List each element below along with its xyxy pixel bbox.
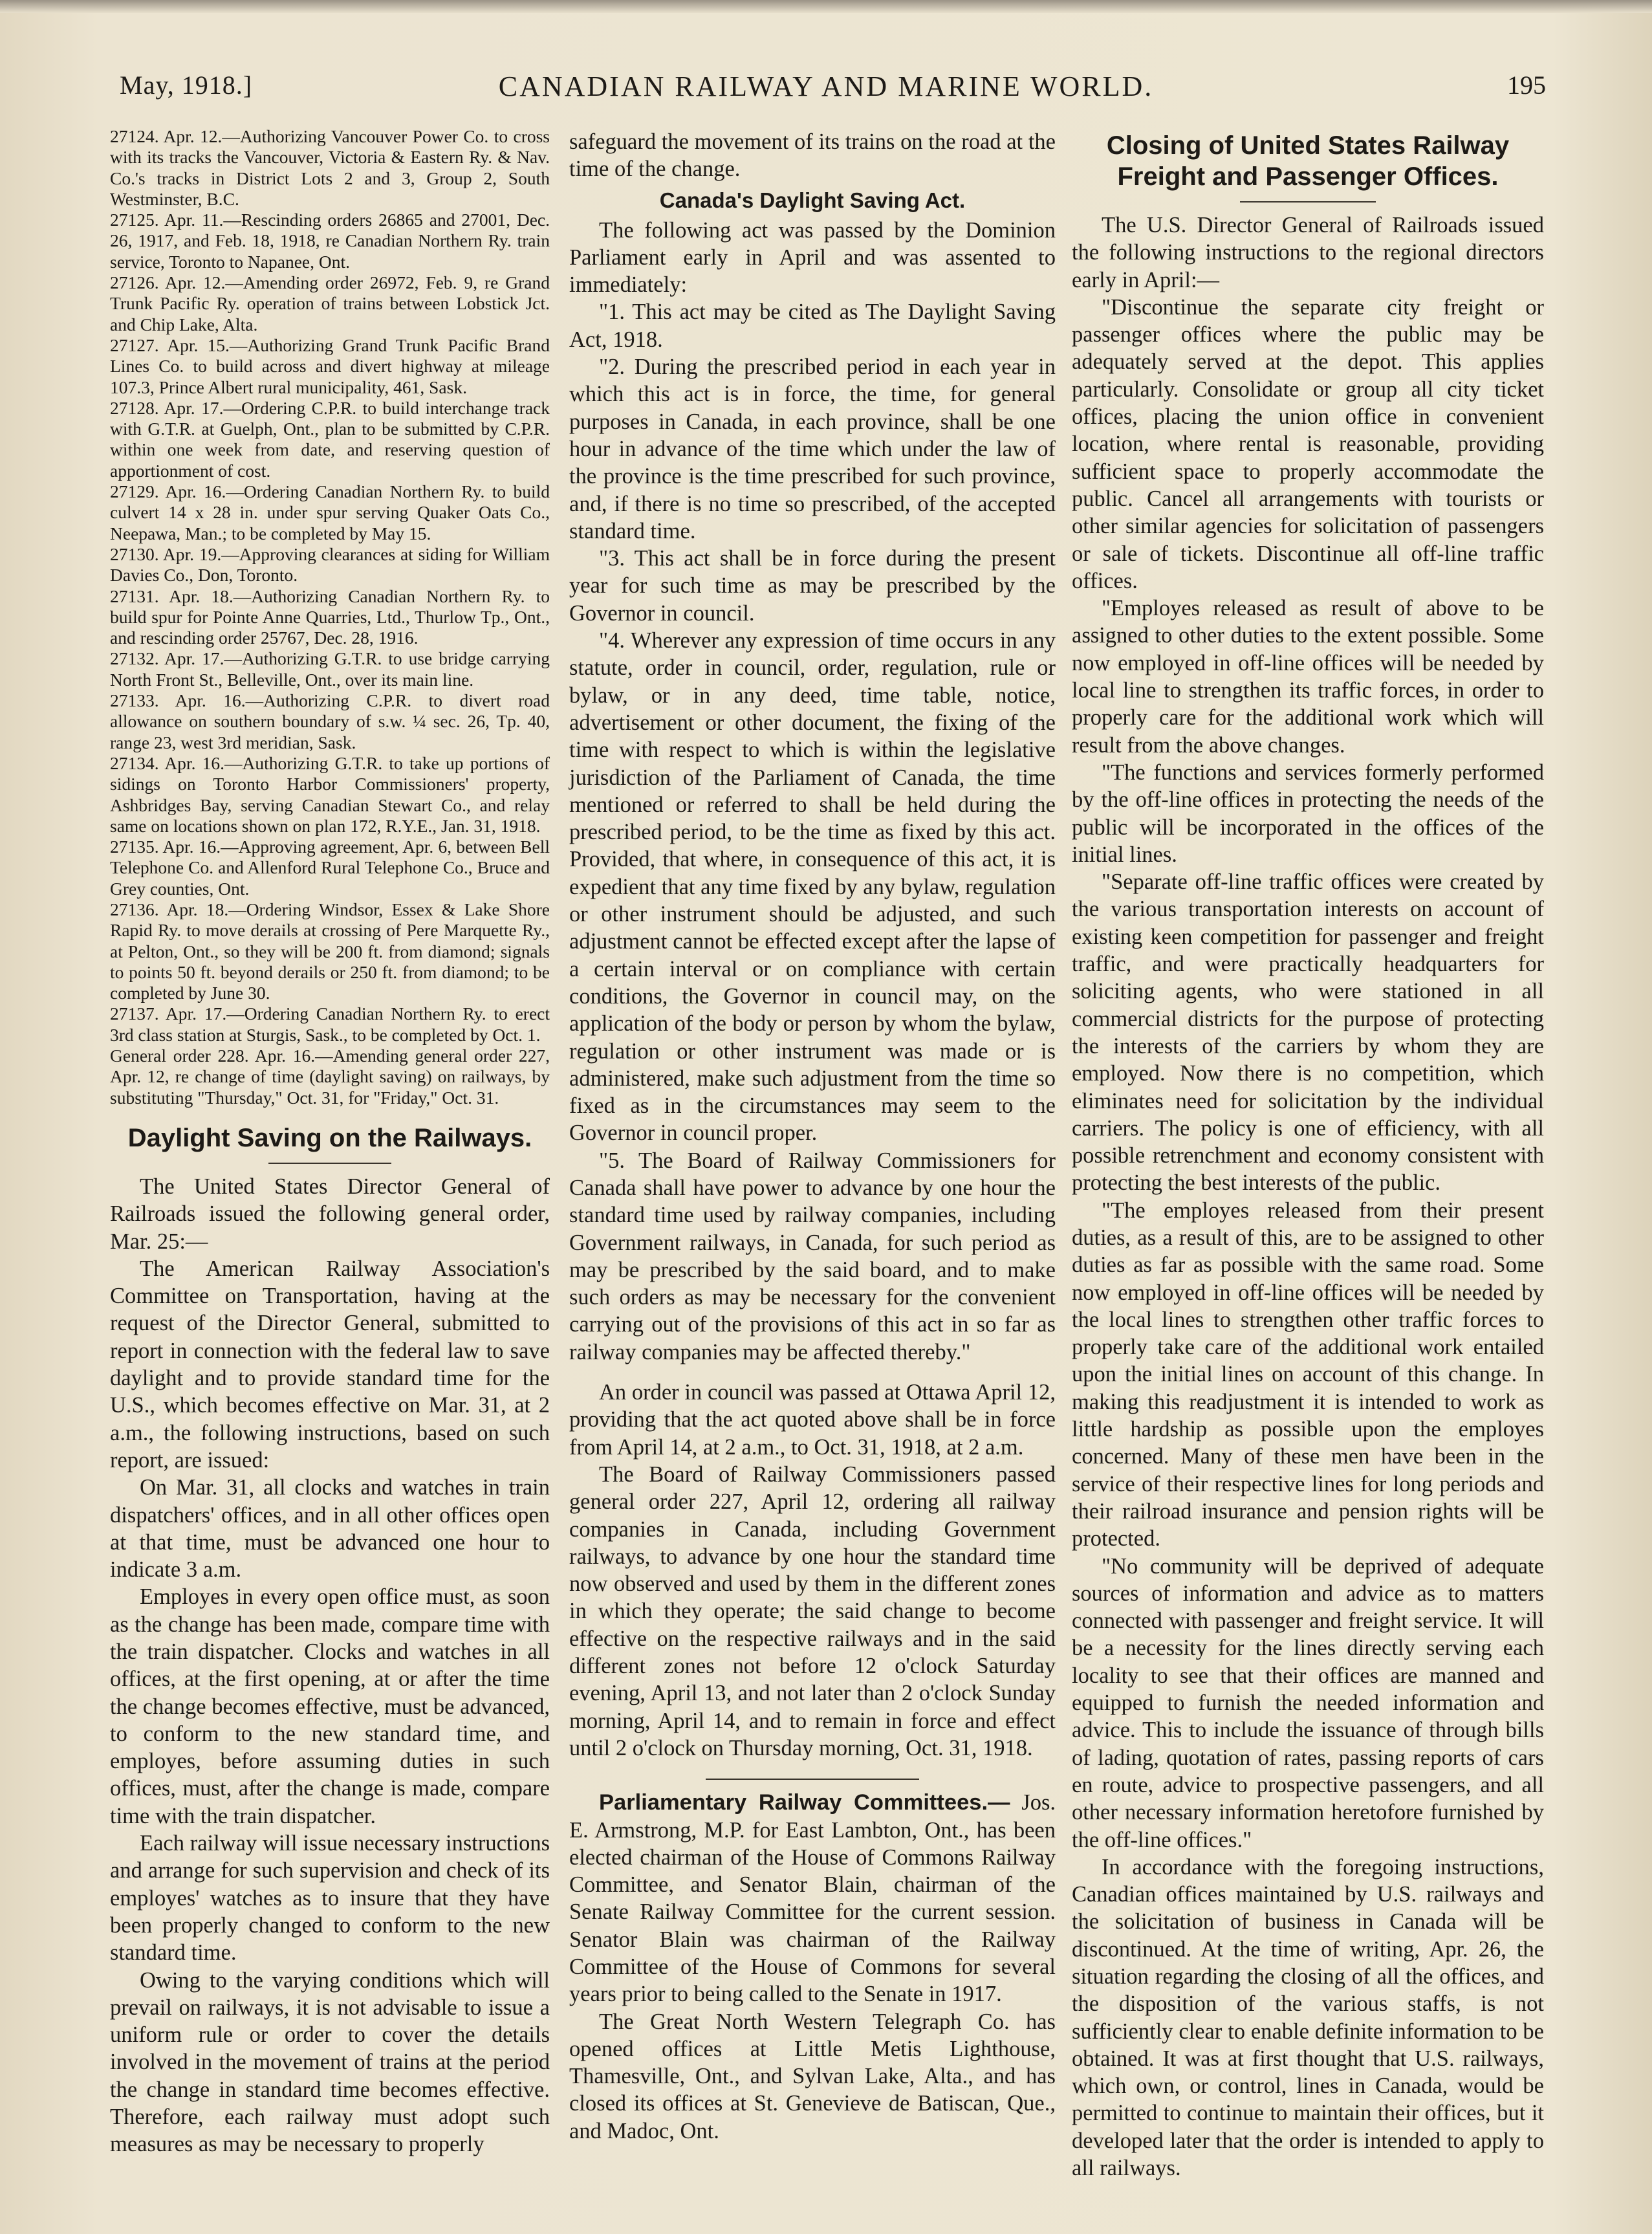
- article-paragraph: "5. The Board of Railway Commissioners for Canada shall have power to advance by one hour the standard time used by railway companies, including Government railways, in Canada, for such period as may be prescribed by the said board, and to make such orders as may be necessary for the convenient carrying out of the provisions of this act in so far as railway companies may be affected thereby.": [569, 1148, 1056, 1364]
- order-item: 27127. Apr. 15.—Authorizing Grand Trunk Pacific Brand Lines Co. to build across and divert highway at mileage 107.3, Prince Albert rural municipality, 461, Sask.: [110, 334, 550, 397]
- telegraph-paragraph: The Great North Western Telegraph Co. has opened offices at Little Metis Lighthouse, Thamesville, Ont., and Sylvan Lake, Alta., and has closed its offices at St. Genevieve de Batiscan, Que., and Madoc, Ont.: [569, 2009, 1056, 2143]
- article-heading-closing-offices: Closing of United States Railway Freight and Passenger Offices.: [1106, 131, 1510, 191]
- order-item: 27128. Apr. 17.—Ordering C.P.R. to build interchange track with G.T.R. at Guelph, Ont., plan to be submitted by C.P.R. within one week from date, and reserving question of apportionment of cost.: [110, 397, 550, 481]
- article-paragraph: "No community will be deprived of adequate sources of information and advice as to matters connected with passenger and freight service. It will be a necessity for the lines directly serving each locality to see that their offices are manned and equipped to furnish the needed information and advice. This to include the issuance of through bills of lading, quotation of rates, passing reports of cars en route, advice to prospective passengers, and all other necessary information heretofore furnished by the off-line offices.": [1072, 1553, 1544, 1852]
- order-item: 27132. Apr. 17.—Authorizing G.T.R. to use bridge carrying North Front St., Belleville, Ont., over its main line.: [110, 648, 550, 690]
- order-item: 27126. Apr. 12.—Amending order 26972, Feb. 9, re Grand Trunk Pacific Ry. operation of trains between Lobstick Jct. and Chip Lake, Alta.: [110, 272, 550, 334]
- article-paragraph: "Employes released as result of above to be assigned to other duties to the extent possible. Some now employed in off-line offices will be needed by local line to strengthen its traffic forces, in order to properly care for the additional work which will result from the above changes.: [1072, 596, 1544, 758]
- continued-paragraph: safeguard the movement of its trains on the road at the time of the change.: [569, 129, 1056, 182]
- article-paragraph: "2. During the prescribed period in each year in which this act is in force, the time, for general purposes in Canada, in each province, shall be one hour in advance of the time which under the law of the province is the time prescribed for such province, and, if there is no time so prescribed, of the accepted standard time.: [569, 355, 1056, 543]
- order-item: 27135. Apr. 16.—Approving agreement, Apr. 6, between Bell Telephone Co. and Allenford Rural Telephone Co., Bruce and Grey counties, Ont.: [110, 837, 550, 899]
- section-rule: [706, 1779, 919, 1780]
- order-item: 27130. Apr. 19.—Approving clearances at siding for William Davies Co., Don, Toronto.: [110, 543, 550, 586]
- article-paragraph: Each railway will issue necessary instructions and arrange for such supervision and check of its employes' watches as to insure that they have been properly changed to conform to the new standard time.: [110, 1831, 550, 1966]
- article-paragraph: Employes in every open office must, as soon as the change has been made, compare time with the train dispatcher. Clocks and watches in all offices, at the first opening, at or after the time the change becomes effective, must be advanced, to conform to the new standard time, and employes, before assuming duties in such offices, must, after the change is made, compare time with the train dispatcher.: [110, 1584, 550, 1828]
- article-paragraph: The American Railway Association's Committee on Transportation, having at the request of the Director General, submitted to report in connection with the federal law to save daylight and to provide standard time for the U.S., which becomes effective on Mar. 31, at 2 a.m., the following instructions, based on such report, are issued:: [110, 1256, 550, 1473]
- page-top-edge: [0, 0, 1652, 13]
- page-header: [0, 70, 1652, 109]
- column-right: [1072, 126, 1544, 2182]
- order-item: 27124. Apr. 12.—Authorizing Vancouver Power Co. to cross with its tracks the Vancouver, Victoria & Eastern Ry. & Nav. Co.'s tracks in District Lots 2 and 3, Group 2, South Westminster, B.C.: [110, 126, 550, 209]
- order-item: 27125. Apr. 11.—Rescinding orders 26865 and 27001, Dec. 26, 1917, and Feb. 18, 1918, re Canadian Northern Ry. train service, Toronto to Napanee, Ont.: [110, 210, 550, 272]
- item-lead: Parliamentary Railway Committees.—: [599, 1790, 1010, 1815]
- article-paragraph: "Separate off-line traffic offices were created by the various transportation interests on account of existing keen competition for passenger and freight traffic, and were practically headquarters for soliciting agents, who were stationed in all commercial districts for the purpose of protecting the interests of the carriers by whom they are employed. Now there is no competition, which eliminates need for solicitation by the individual carriers. The policy is one of efficiency, with all possible retrenchment and economy consistent with protecting the best interests of the public.: [1072, 870, 1544, 1196]
- order-item: 27133. Apr. 16.—Authorizing C.P.R. to divert road allowance on southern boundary of s.w. ¼ sec. 26, Tp. 40, range 23, west 3rd meridian, Sask.: [110, 690, 550, 752]
- publication-title: CANADIAN RAILWAY AND MARINE WORLD.: [498, 71, 1154, 102]
- parliamentary-committees-paragraph: [569, 1789, 1056, 2008]
- article-paragraph: On Mar. 31, all clocks and watches in train dispatchers' offices, and in all other offices open at that time, must be advanced one hour to indicate 3 a.m.: [110, 1475, 550, 1582]
- order-item: 27136. Apr. 18.—Ordering Windsor, Essex & Lake Shore Rapid Ry. to move derails at crossing of Pere Marquette Ry., at Pelton, Ont., so they will be 200 ft. from diamond; signals to points 50 ft. beyond derails or 250 ft. from diamond; to be completed by June 30.: [110, 899, 550, 1003]
- heading-rule: [1240, 201, 1376, 203]
- article-paragraph: "Discontinue the separate city freight or passenger offices where the public may be adequately served at the depot. This applies particularly. Consolidate or group all city ticket offices, placing the union office in convenient location, where rental is reasonable, providing sufficient space to properly accommodate the public. Cancel all arrangements with tourists or other similar agencies for solicitation of passengers or sale of tickets. Discontinue all off-line traffic offices.: [1072, 294, 1544, 593]
- article-paragraph: "The employes released from their present duties, as a result of this, are to be assigned to other duties as far as possible with the same road. Some now employed in off-line offices will be needed by the local lines to strengthen other traffic forces to properly take care of the additional work entailed upon the initial lines on account of this change. In making this readjustment it is intended to work as little hardship as possible upon the employes concerned. Many of these men have been in the service of their respective lines for long periods and their railroad insurance and pension rights will be protected.: [1072, 1198, 1544, 1551]
- article-paragraph: The Board of Railway Commissioners passed general order 227, April 12, ordering all railway companies in Canada, including Government railways, to advance by one hour the standard time now observed and used by them in the different zones in which they operate; the said change to become effective on the respective railways and in the said different zones not before 12 o'clock Saturday evening, April 13, and not later than 2 o'clock Sunday morning, April 14, and to remain in force and effect until 2 o'clock on Thursday morning, Oct. 31, 1918.: [569, 1462, 1056, 1760]
- article-paragraph: "1. This act may be cited as The Daylight Saving Act, 1918.: [569, 300, 1056, 352]
- order-item: 27134. Apr. 16.—Authorizing G.T.R. to take up portions of sidings on Toronto Harbor Commissioners' property, Ashbridges Bay, serving Canadian Stewart Co., and relay same on locations shown on plan 172, R.Y.E., Jan. 31, 1918.: [110, 752, 550, 836]
- article-heading-daylight-railways: Daylight Saving on the Railways.: [127, 1123, 532, 1152]
- order-item: 27137. Apr. 17.—Ordering Canadian Northern Ry. to erect 3rd class station at Sturgis, Sask., to be completed by Oct. 1.: [110, 1003, 550, 1045]
- heading-rule: [268, 1163, 391, 1164]
- item-text: Jos. E. Armstrong, M.P. for East Lambton, Ont., has been elected chairman of the House of Commons Railway Committee, and Senator Blain, chairman of the Senate Railway Committee for the current session. Senator Blain was chairman of the Railway Committee of the House of Commons for several years prior to being called to the Senate in 1917.: [569, 1790, 1056, 2007]
- column-left: [110, 126, 550, 2158]
- article-paragraph: "3. This act shall be in force during the present year for such time as may be prescribed by the Governor in council.: [569, 546, 1056, 626]
- article-paragraph: The U.S. Director General of Railroads issued the following instructions to the regional directors early in April:—: [1072, 213, 1544, 292]
- article-paragraph: An order in council was passed at Ottawa April 12, providing that the act quoted above shall be in force from April 14, at 2 a.m., to Oct. 31, 1918, at 2 a.m.: [569, 1380, 1056, 1460]
- issue-date: May, 1918.]: [120, 71, 253, 100]
- railway-orders-list: [110, 126, 550, 1108]
- article-paragraph: The United States Director General of Railroads issued the following general order, Mar. 25:—: [110, 1174, 550, 1254]
- article-paragraph: "The functions and services formerly performed by the off-line offices in protecting the needs of the public will be incorporated in the offices of the initial lines.: [1072, 760, 1544, 867]
- order-item: 27131. Apr. 18.—Authorizing Canadian Northern Ry. to build spur for Pointe Anne Quarries, Ltd., Thurlow Tp., Ont., and rescinding order 25767, Dec. 28, 1916.: [110, 586, 550, 648]
- article-paragraph: The following act was passed by the Dominion Parliament early in April and was assented to immediately:: [569, 217, 1056, 298]
- article-heading-canada-act: Canada's Daylight Saving Act.: [659, 188, 966, 212]
- order-item: 27129. Apr. 16.—Ordering Canadian Northern Ry. to build culvert 14 x 28 in. under spur serving Quaker Oats Co., Neepawa, Man.; to be completed by May 15.: [110, 481, 550, 543]
- article-paragraph: In accordance with the foregoing instructions, Canadian offices maintained by U.S. railways and the solicitation of business in Canada will be discontinued. At the time of writing, Apr. 26, the situation regarding the closing of all the offices, and the disposition of the various staffs, is not sufficiently clear to enable definite information to be obtained. It was at first thought that U.S. railways, which own, or control, lines in Canada, would be permitted to continue to maintain their offices, but it developed later that the order is intended to apply to all railways.: [1072, 1854, 1544, 2181]
- order-item: General order 228. Apr. 16.—Amending general order 227, Apr. 12, re change of time (daylight saving) on railways, by substituting "Thursday," Oct. 31, for "Friday," Oct. 31.: [110, 1046, 550, 1108]
- article-paragraph: Owing to the varying conditions which will prevail on railways, it is not advisable to issue a uniform rule or order to cover the details involved in the movement of trains at the period the change in standard time becomes effective. Therefore, each railway must adopt such measures as may be necessary to properly: [110, 1967, 550, 2157]
- article-paragraph: "4. Wherever any expression of time occurs in any statute, order in council, order, regulation, rule or bylaw, or in any deed, time table, notice, advertisement or other document, the fixing of the time with respect to which is within the legislative jurisdiction of the Parliament of Canada, the time mentioned or referred to shall be held during the prescribed period, to be the time as fixed by this act. Provided, that where, in consequence of this act, it is expedient that any time fixed by any bylaw, regulation or other instrument should be adjusted, and such adjustment cannot be effected except after the lapse of a certain interval or on compliance with certain conditions, the Governor in council may, on the application of the body or person by whom the bylaw, regulation or other instrument was made or is administered, make such adjustment from the time so fixed as in the circumstances may seem to the Governor in council proper.: [569, 628, 1056, 1146]
- column-middle: [569, 128, 1056, 2145]
- page-number: 195: [1507, 71, 1546, 100]
